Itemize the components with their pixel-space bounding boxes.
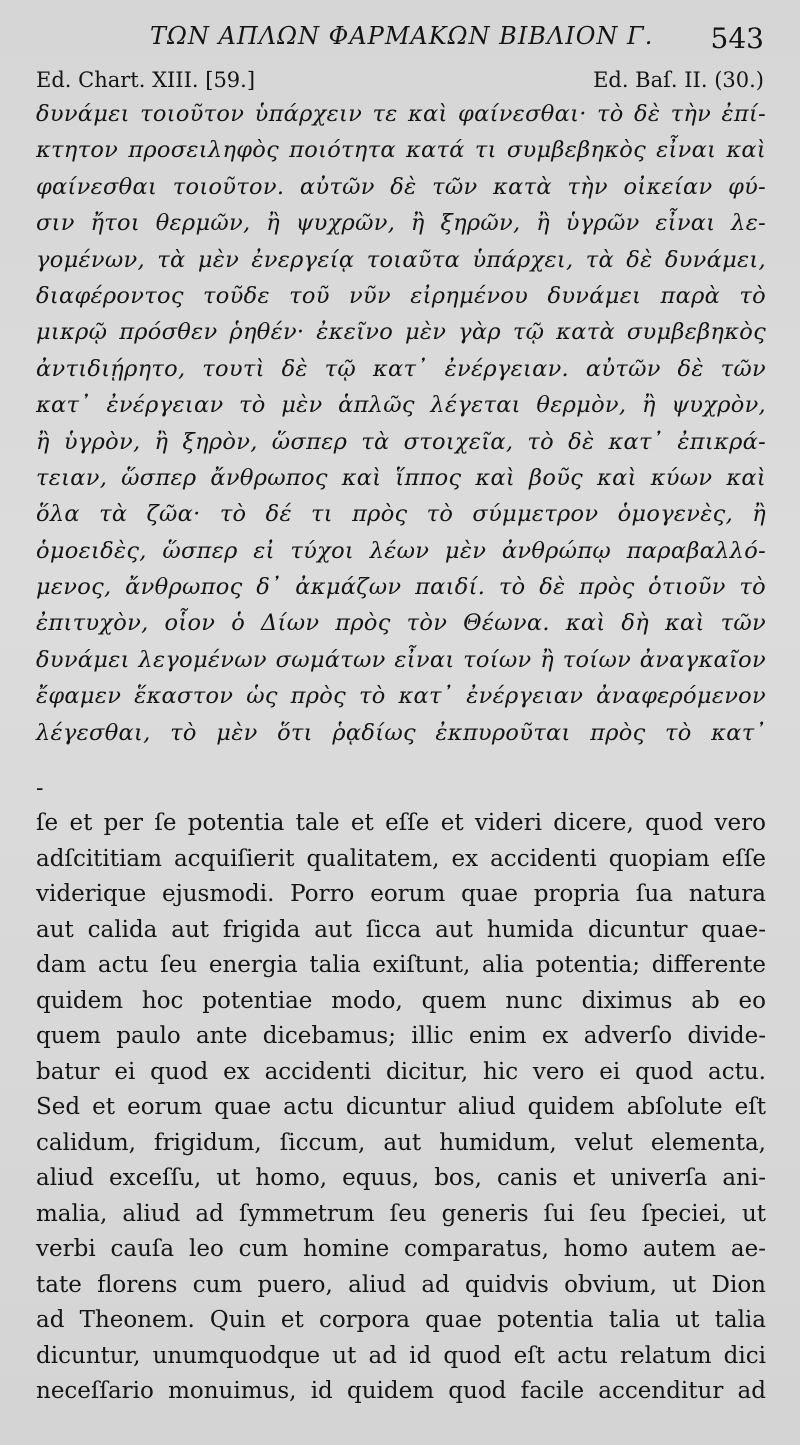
latin-text-line: adſcititiam acquiſierit qualitatem, ex accidenti quopiam eſſe [36, 845, 766, 872]
section-separator: - [36, 776, 44, 801]
greek-text-line: δυνάμει λεγομένων σωμάτων εἶναι τοίων ἢ τοίων ἀναγκαῖον [36, 646, 766, 673]
latin-text-line: dam actu ſeu energia talia exiſtunt, alia potentia; differente [36, 952, 766, 978]
greek-text-block [36, 96, 766, 751]
greek-text-line: τειαν, ὥσπερ ἄνθρωπος καὶ ἵππος καὶ βοῦς καὶ κύων καὶ [36, 464, 766, 491]
running-head: ΤΩΝ ΑΠΛΩΝ ΦΑΡΜΑΚΩΝ ΒΙΒΛΙΟΝ Γ. [150, 22, 654, 50]
greek-text-line: ὁμοειδὲς, ὥσπερ εἰ τύχοι λέων μὲν ἀνθρώπῳ παραβαλλό- [36, 537, 766, 564]
latin-text-line: tate florens cum puero, aliud ad quidvis obvium, ut Dion [36, 1271, 766, 1298]
greek-text-line: ἐπιτυχὸν, οἷον ὁ Δίων πρὸς τὸν Θέωνα. καὶ δὴ καὶ τῶν [36, 610, 766, 637]
latin-text-line: malia, aliud ad ſymmetrum ſeu generis ſui ſeu ſpeciei, ut [36, 1200, 766, 1227]
latin-text-line: neceſſario monuimus, id quidem quod facile accenditur ad [36, 1378, 766, 1404]
latin-text-line: dicuntur, unumquodque ut ad id quod eſt actu relatum dici [36, 1342, 766, 1369]
latin-text-line: viderique ejusmodi. Porro eorum quae propria ſua natura [36, 881, 766, 907]
greek-text-line: σιν ἤτοι θερμῶν, ἢ ψυχρῶν, ἢ ξηρῶν, ἢ ὑγρῶν εἶναι λε- [36, 210, 766, 237]
edition-reference-chartier: Ed. Chart. XIII. [59.] [36, 68, 256, 92]
page-number: 543 [710, 22, 764, 55]
greek-text-line: λέγεσθαι, τὸ μὲν ὅτι ῥᾳδίως ἐκπυροῦται πρὸς τὸ κατ᾽ [36, 719, 766, 746]
latin-text-line: quidem hoc potentiae modo, quem nunc diximus ab eo [36, 987, 766, 1014]
latin-text-block [36, 806, 766, 1410]
latin-text-line: ſe et per ſe potentia tale et eſſe et videri dicere, quod vero [36, 810, 766, 836]
greek-text-line: μικρῷ πρόσθεν ῥηθέν· ἐκεῖνο μὲν γὰρ τῷ κατὰ συμβεβηκὸς [36, 319, 766, 346]
greek-text-line: διαφέροντος τοῦδε τοῦ νῦν εἰρημένου δυνάμει παρὰ τὸ [36, 282, 766, 309]
latin-text-line: batur ei quod ex accidenti dicitur, hic vero ei quod actu. [36, 1058, 766, 1085]
latin-text-line: aliud exceſſu, ut homo, equus, bos, canis et univerſa ani- [36, 1165, 766, 1191]
latin-text-line: Sed et eorum quae actu dicuntur aliud quidem abſolute eſt [36, 1094, 766, 1120]
latin-text-line: aut calida aut frigida aut ſicca aut humida dicuntur quae- [36, 916, 766, 943]
greek-text-line: δυνάμει τοιοῦτον ὑπάρχειν τε καὶ φαίνεσθαι· τὸ δὲ τὴν ἐπί- [36, 101, 766, 127]
greek-text-line: μενος, ἄνθρωπος δ᾽ ἀκμάζων παιδί. τὸ δὲ πρὸς ὁτιοῦν τὸ [36, 574, 766, 601]
latin-text-line: calidum, frigidum, ſiccum, aut humidum, velut elementa, [36, 1129, 766, 1156]
greek-text-line: φαίνεσθαι τοιοῦτον. αὐτῶν δὲ τῶν κατὰ τὴν οἰκείαν φύ- [36, 173, 766, 200]
edition-reference-basel: Ed. Baſ. II. (30.) [593, 68, 764, 92]
latin-text-line: ad Theonem. Quin et corpora quae potentia talia ut talia [36, 1307, 766, 1333]
greek-text-line: ὅλα τὰ ζῶα· τὸ δέ τι πρὸς τὸ σύμμετρον ὁμογενὲς, ἢ [36, 501, 766, 528]
latin-text-line: quem paulo ante dicebamus; illic enim ex adverſo divide- [36, 1023, 766, 1049]
greek-text-line: ἀντιδιῄρητο, τουτὶ δὲ τῷ κατ᾽ ἐνέργειαν. αὐτῶν δὲ τῶν [36, 355, 766, 382]
latin-text-line: verbi cauſa leo cum homine comparatus, homo autem ae- [36, 1236, 766, 1262]
greek-text-line: ἔφαμεν ἕκαστον ὡς πρὸς τὸ κατ᾽ ἐνέργειαν ἀναφερόμενον [36, 683, 766, 710]
greek-text-line: γομένων, τὰ μὲν ἐνεργείᾳ τοιαῦτα ὑπάρχει, τὰ δὲ δυνάμει, [36, 246, 766, 273]
greek-text-line: κτητον προσειληφὸς ποιότητα κατά τι συμβεβηκὸς εἶναι καὶ [36, 137, 766, 164]
greek-text-line: ἢ ὑγρὸν, ἢ ξηρὸν, ὥσπερ τὰ στοιχεῖα, τὸ δὲ κατ᾽ ἐπικρά- [36, 428, 766, 455]
greek-text-line: κατ᾽ ἐνέργειαν τὸ μὲν ἁπλῶς λέγεται θερμὸν, ἢ ψυχρὸν, [36, 392, 766, 419]
